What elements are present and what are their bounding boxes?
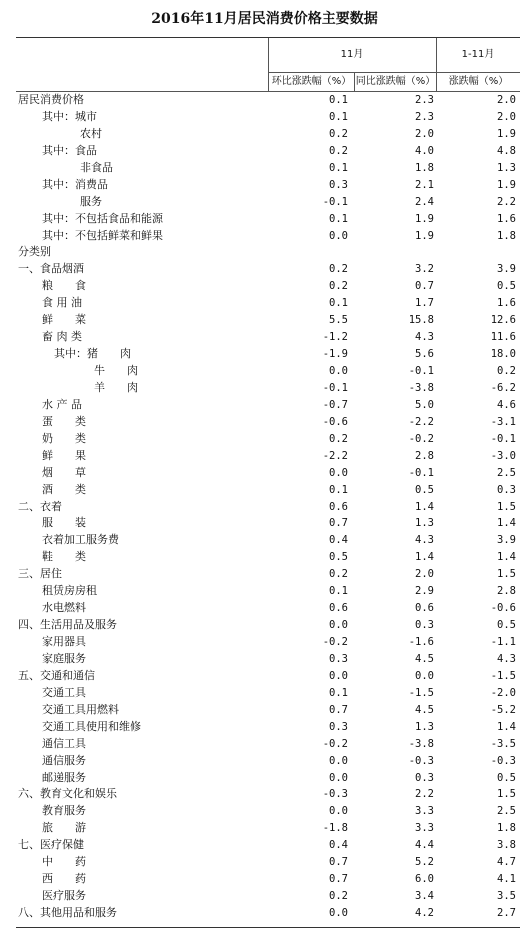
mom-value: 0.2 <box>329 890 348 903</box>
yoy-value: 2.0 <box>415 568 434 581</box>
yoy-value: 3.3 <box>415 822 434 835</box>
ytd-value: 3.9 <box>497 263 516 276</box>
row-label: 鲜 菜 <box>42 313 86 327</box>
row-label: 其中：猪 肉 <box>54 347 131 361</box>
ytd-value: 1.4 <box>497 517 516 530</box>
mom-value: 0.6 <box>329 602 348 615</box>
table-row <box>16 803 520 820</box>
ytd-value: 2.7 <box>497 907 516 919</box>
row-label: 居民消费价格 <box>18 93 84 106</box>
mom-value: -1.8 <box>322 822 348 835</box>
table-row <box>16 871 520 888</box>
ytd-value: 2.8 <box>497 585 516 598</box>
ytd-value: 2.5 <box>497 466 516 479</box>
mom-value: 0.0 <box>329 229 348 242</box>
row-label: 非食品 <box>80 160 113 174</box>
yoy-value: 1.4 <box>415 500 434 513</box>
table-row <box>16 786 520 803</box>
yoy-value: 5.6 <box>415 348 434 361</box>
ytd-value: 0.2 <box>497 365 516 377</box>
ytd-value: 1.5 <box>497 788 516 801</box>
table-row <box>16 448 520 465</box>
mom-value: 0.3 <box>329 720 348 733</box>
mom-value: 0.1 <box>329 686 348 699</box>
yoy-value: 0.5 <box>415 483 434 496</box>
mom-value: 0.6 <box>329 500 348 513</box>
mom-value: 0.5 <box>329 551 348 564</box>
ytd-value: 4.7 <box>497 856 516 869</box>
row-label: 蛋 类 <box>42 414 86 428</box>
table-row <box>16 329 520 346</box>
row-label: 通信服务 <box>42 753 86 767</box>
mom-value: 0.1 <box>329 212 348 225</box>
yoy-value: 4.4 <box>415 839 434 852</box>
mom-value: 0.1 <box>329 297 348 310</box>
ytd-value: -3.0 <box>490 449 516 462</box>
ytd-value: 1.6 <box>497 212 516 225</box>
table-row <box>16 668 520 685</box>
table-row <box>16 753 520 770</box>
row-label: 奶 类 <box>42 431 86 445</box>
row-label: 交通工具 <box>42 685 86 699</box>
yoy-value: 3.3 <box>415 805 434 818</box>
yoy-value: -0.1 <box>408 365 434 377</box>
yoy-value: 2.0 <box>415 127 434 140</box>
mom-value: 0.2 <box>329 280 348 293</box>
table-row <box>16 143 520 160</box>
yoy-value: 4.5 <box>415 652 434 665</box>
ytd-value: 2.0 <box>497 94 516 106</box>
mom-value: 0.7 <box>329 873 348 886</box>
yoy-value: -0.3 <box>408 754 434 767</box>
table-row <box>16 312 520 329</box>
table-row <box>16 363 520 380</box>
ytd-value: -0.1 <box>490 432 516 445</box>
ytd-value: 1.4 <box>497 720 516 733</box>
mom-value: 0.3 <box>329 652 348 665</box>
mom-value: 0.2 <box>329 263 348 276</box>
yoy-value: 2.1 <box>415 178 434 191</box>
row-label: 鲜 果 <box>42 448 86 462</box>
ytd-value: 3.8 <box>497 839 516 852</box>
table-row <box>16 837 520 854</box>
row-label: 二、衣着 <box>18 499 62 513</box>
ytd-value: 1.3 <box>497 161 516 174</box>
yoy-value: -1.5 <box>408 686 434 699</box>
mom-value: 5.5 <box>329 314 348 327</box>
yoy-value: 5.2 <box>415 856 434 869</box>
yoy-value: 4.2 <box>415 907 434 919</box>
table-row <box>16 854 520 871</box>
table-row <box>16 414 520 431</box>
row-label: 水电燃料 <box>42 601 86 615</box>
yoy-value: 4.3 <box>415 534 434 547</box>
mom-value: 0.0 <box>329 466 348 479</box>
row-label: 农村 <box>80 126 102 140</box>
yoy-value: 1.8 <box>415 161 434 174</box>
yoy-value: 2.3 <box>415 94 434 106</box>
mom-value: -1.2 <box>322 331 348 344</box>
page-title: 2016年11月居民消费价格主要数据 <box>151 11 378 27</box>
mom-value: 0.7 <box>329 703 348 716</box>
row-label: 服务 <box>80 194 102 208</box>
row-label: 畜 肉 类 <box>42 330 82 344</box>
table-row <box>16 244 520 261</box>
row-label: 分类别 <box>18 245 51 259</box>
yoy-value: 4.0 <box>415 144 434 157</box>
yoy-value: 5.0 <box>415 398 434 411</box>
yoy-value: 0.0 <box>415 669 434 682</box>
table-row <box>16 702 520 719</box>
row-label: 租赁房房租 <box>42 584 97 598</box>
table-row <box>16 634 520 651</box>
header-rule <box>268 72 520 73</box>
yoy-value: 2.2 <box>415 788 434 801</box>
ytd-value: 0.3 <box>497 483 516 496</box>
table-row <box>16 583 520 600</box>
table-row <box>16 617 520 634</box>
yoy-value: -1.6 <box>408 636 434 648</box>
mom-value: 0.1 <box>329 94 348 106</box>
yoy-value: 1.3 <box>415 517 434 530</box>
mom-value: 0.7 <box>329 517 348 530</box>
mom-value: -2.2 <box>322 449 348 462</box>
table-row <box>16 549 520 566</box>
yoy-value: -3.8 <box>408 737 434 750</box>
ytd-value: 3.5 <box>497 890 516 903</box>
mom-value: -0.1 <box>322 381 348 394</box>
yoy-value: 2.8 <box>415 449 434 462</box>
mom-value: 0.1 <box>329 110 348 123</box>
table-row <box>16 499 520 516</box>
table-row <box>16 685 520 702</box>
mom-value: -0.7 <box>322 398 348 411</box>
table-row <box>16 465 520 482</box>
ytd-value: 11.6 <box>490 331 516 344</box>
mom-value: 0.2 <box>329 144 348 157</box>
yoy-value: 1.4 <box>415 551 434 564</box>
table-row <box>16 109 520 126</box>
ytd-value: 4.6 <box>497 398 516 411</box>
ytd-value: -0.3 <box>490 754 516 767</box>
header-mom: 环比涨跌幅（%） <box>271 76 352 87</box>
yoy-value: 0.7 <box>415 280 434 293</box>
ytd-value: 12.6 <box>490 314 516 327</box>
row-label: 酒 类 <box>42 482 86 496</box>
mom-value: 0.2 <box>329 127 348 140</box>
yoy-value: 6.0 <box>415 873 434 886</box>
mom-value: 0.4 <box>329 839 348 852</box>
table-row <box>16 431 520 448</box>
table-row <box>16 261 520 278</box>
yoy-value: 1.9 <box>415 212 434 225</box>
table-row <box>16 566 520 583</box>
ytd-value: -6.2 <box>490 381 516 394</box>
mom-value: 0.0 <box>329 907 348 919</box>
row-label: 邮递服务 <box>42 770 86 784</box>
row-label: 鞋 类 <box>42 550 86 564</box>
yoy-value: 0.6 <box>415 602 434 615</box>
ytd-value: 1.5 <box>497 500 516 513</box>
yoy-value: 4.5 <box>415 703 434 716</box>
row-label: 旅 游 <box>42 821 86 835</box>
row-label: 六、教育文化和娱乐 <box>18 787 117 801</box>
ytd-value: 4.3 <box>497 652 516 665</box>
row-label: 食 用 油 <box>42 296 82 310</box>
ytd-value: 3.9 <box>497 534 516 547</box>
header-group-month: 11月 <box>340 49 364 60</box>
mom-value: 0.2 <box>329 432 348 445</box>
yoy-value: 0.3 <box>415 619 434 632</box>
yoy-value: -2.2 <box>408 415 434 428</box>
ytd-value: 2.0 <box>497 110 516 123</box>
table-row <box>16 651 520 668</box>
table-row <box>16 770 520 787</box>
row-label: 粮 食 <box>42 279 86 293</box>
row-label: 西 药 <box>42 872 86 886</box>
ytd-value: 1.9 <box>497 127 516 140</box>
ytd-value: 1.9 <box>497 178 516 191</box>
table-row <box>16 820 520 837</box>
row-label: 衣着加工服务费 <box>42 533 119 547</box>
ytd-value: 2.2 <box>497 195 516 208</box>
table-row <box>16 211 520 228</box>
mom-value: 0.0 <box>329 805 348 818</box>
mom-value: 0.2 <box>329 568 348 581</box>
yoy-value: 2.4 <box>415 195 434 208</box>
mom-value: 0.1 <box>329 161 348 174</box>
row-label: 五、交通和通信 <box>18 668 95 682</box>
header-yoy: 同比涨跌幅（%） <box>355 76 436 87</box>
mom-value: 0.1 <box>329 585 348 598</box>
table-row <box>16 736 520 753</box>
table-row <box>16 532 520 549</box>
mom-value: -0.3 <box>322 788 348 801</box>
row-label: 交通工具用燃料 <box>42 702 119 716</box>
yoy-value: 1.3 <box>415 720 434 733</box>
ytd-value: -0.6 <box>490 602 516 615</box>
row-label: 医疗服务 <box>42 889 86 903</box>
table-row <box>16 888 520 905</box>
row-label: 其中：城市 <box>42 109 97 123</box>
table-row <box>16 482 520 499</box>
mom-value: 0.0 <box>329 771 348 784</box>
mom-value: 0.0 <box>329 619 348 632</box>
row-label: 牛 肉 <box>94 364 138 377</box>
yoy-value: -3.8 <box>408 381 434 394</box>
ytd-value: 1.5 <box>497 568 516 581</box>
ytd-value: 0.5 <box>497 771 516 784</box>
row-label: 八、其他用品和服务 <box>18 906 117 919</box>
table-row <box>16 346 520 363</box>
row-label: 其中：不包括鲜菜和鲜果 <box>42 228 163 242</box>
table-row <box>16 397 520 414</box>
row-label: 水 产 品 <box>42 397 82 411</box>
yoy-value: 1.9 <box>415 229 434 242</box>
ytd-value: 1.4 <box>497 551 516 564</box>
yoy-value: 15.8 <box>408 314 434 327</box>
mom-value: -0.6 <box>322 415 348 428</box>
yoy-value: 3.4 <box>415 890 434 903</box>
row-label: 三、居住 <box>18 567 62 581</box>
table-row <box>16 600 520 617</box>
ytd-value: 2.5 <box>497 805 516 818</box>
table-row <box>16 92 520 109</box>
yoy-value: 4.3 <box>415 331 434 344</box>
table-row <box>16 380 520 397</box>
row-label: 一、食品烟酒 <box>18 262 84 276</box>
mom-value: 0.1 <box>329 483 348 496</box>
table-row <box>16 126 520 143</box>
ytd-value: 0.5 <box>497 619 516 632</box>
row-label: 交通工具使用和维修 <box>42 719 141 733</box>
row-label: 其中：不包括食品和能源 <box>42 211 163 225</box>
table-header <box>16 38 520 92</box>
ytd-value: -1.1 <box>490 636 516 648</box>
table-row <box>16 160 520 177</box>
row-label: 烟 草 <box>42 465 86 479</box>
mom-value: -0.1 <box>322 195 348 208</box>
yoy-value: 2.3 <box>415 110 434 123</box>
ytd-value: 4.8 <box>497 144 516 157</box>
ytd-value: -3.5 <box>490 737 516 750</box>
ytd-value: -2.0 <box>490 686 516 699</box>
mom-value: 0.0 <box>329 669 348 682</box>
cpi-table <box>16 37 520 928</box>
header-group-ytd: 1-11月 <box>461 49 495 60</box>
mom-value: -0.2 <box>322 737 348 750</box>
table-row <box>16 295 520 312</box>
table-row <box>16 194 520 211</box>
yoy-value: 1.7 <box>415 297 434 310</box>
row-label: 通信工具 <box>42 736 86 750</box>
row-label: 四、生活用品及服务 <box>18 618 117 632</box>
row-label: 羊 肉 <box>94 380 138 394</box>
ytd-value: 4.1 <box>497 873 516 886</box>
table-row <box>16 228 520 245</box>
mom-value: 0.3 <box>329 178 348 191</box>
ytd-value: 1.6 <box>497 297 516 310</box>
row-label: 家庭服务 <box>42 651 86 665</box>
yoy-value: -0.2 <box>408 432 434 445</box>
row-label: 服 装 <box>42 516 86 530</box>
mom-value: 0.0 <box>329 365 348 377</box>
ytd-value: -3.1 <box>490 415 516 428</box>
ytd-value: 0.5 <box>497 280 516 293</box>
row-label: 教育服务 <box>42 804 86 818</box>
table-body <box>16 92 520 922</box>
table-row <box>16 278 520 295</box>
mom-value: 0.0 <box>329 754 348 767</box>
row-label: 其中：食品 <box>42 143 97 157</box>
ytd-value: 1.8 <box>497 822 516 835</box>
yoy-value: 2.9 <box>415 585 434 598</box>
row-label: 家用器具 <box>42 635 86 648</box>
yoy-value: 3.2 <box>415 263 434 276</box>
yoy-value: -0.1 <box>408 466 434 479</box>
mom-value: -1.9 <box>322 348 348 361</box>
ytd-value: 1.8 <box>497 229 516 242</box>
yoy-value: 0.3 <box>415 771 434 784</box>
mom-value: 0.7 <box>329 856 348 869</box>
ytd-value: -1.5 <box>490 669 516 682</box>
table-row <box>16 177 520 194</box>
table-row <box>16 719 520 736</box>
row-label: 其中：消费品 <box>42 177 108 191</box>
mom-value: -0.2 <box>322 636 348 648</box>
header-ytd: 涨跌幅（%） <box>448 76 509 87</box>
row-label: 七、医疗保健 <box>18 838 84 852</box>
table-row <box>16 515 520 532</box>
ytd-value: -5.2 <box>490 703 516 716</box>
mom-value: 0.4 <box>329 534 348 547</box>
table-row <box>16 905 520 922</box>
ytd-value: 18.0 <box>490 348 516 361</box>
row-label: 中 药 <box>42 855 86 869</box>
